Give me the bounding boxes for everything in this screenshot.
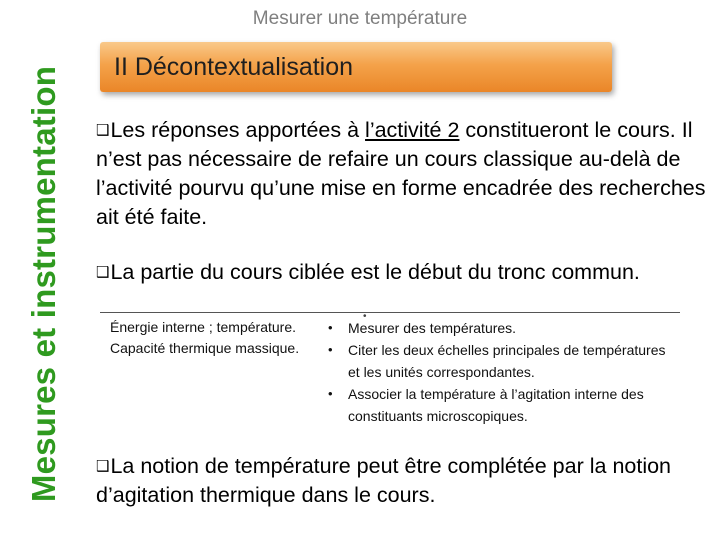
skill-item-text: Associer la température à l’agitation interne des constituants microscopiques.: [348, 386, 644, 424]
q-bullet-icon: ❑: [96, 121, 110, 139]
sidebar-vertical-title: [14, 42, 74, 526]
paragraph-activity-text-1: Les réponses apportées à: [110, 118, 366, 142]
bullet-dot-icon: •: [328, 386, 333, 401]
notion-line: Capacité thermique massique.: [110, 340, 300, 356]
q-bullet-icon: ❑: [96, 457, 110, 475]
paragraph-activity: [96, 116, 706, 232]
q-bullet-icon: ❑: [96, 263, 110, 281]
notion-line: Énergie interne ; température.: [110, 319, 296, 335]
paragraph-targeted-part: [96, 258, 706, 287]
page-header-title: Mesurer une température: [252, 8, 468, 29]
paragraph-activity-text-2: constitueront le cours. Il n’est pas nécessaire de refaire un cours classique au-delà de l’activité pourvu qu’une mise en forme encadrée des recherches ait été faite.: [96, 118, 706, 229]
skill-item: [324, 383, 680, 427]
paragraph-thermal-agitation-text: La notion de température peut être complétée par la notion d’agitation thermique dans le cours.: [96, 454, 672, 507]
bullet-dot-icon: •: [328, 320, 333, 335]
separator-dot: •: [363, 311, 367, 322]
section-title: II Décontextualisation: [114, 52, 354, 81]
bullet-dot-icon: •: [328, 342, 333, 357]
skills-column: [324, 317, 680, 427]
skill-item-text: Mesurer des températures.: [348, 320, 517, 336]
curriculum-excerpt-table: [100, 312, 680, 437]
activity-link[interactable]: l’activité 2: [365, 118, 460, 142]
paragraph-targeted-part-text: La partie du cours ciblée est le début du tronc commun.: [110, 260, 640, 284]
section-title-box: [100, 42, 612, 92]
notions-column: [110, 317, 320, 359]
skill-item-text: Citer les deux échelles principales de températures et les unités correspondantes.: [348, 342, 666, 380]
paragraph-thermal-agitation: [96, 452, 706, 510]
skill-item: [324, 339, 680, 383]
skill-item: [324, 317, 680, 339]
sidebar-title-text: Mesures et instrumentation: [25, 65, 62, 503]
